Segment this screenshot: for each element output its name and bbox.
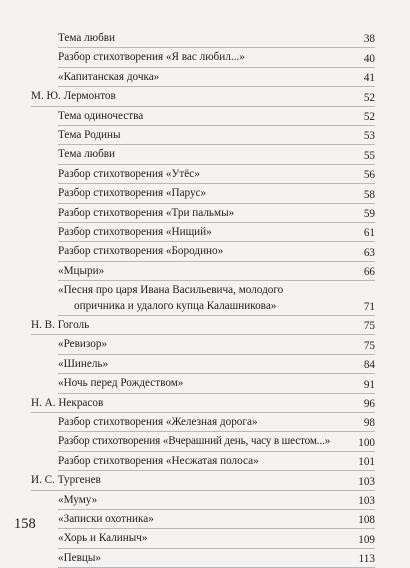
toc-entry[interactable] (58, 165, 375, 184)
toc-entry-title: «Записки охотника» (58, 512, 154, 525)
toc-entry-title: Разбор стихотворения «Железная дорога» (58, 416, 258, 429)
toc-entry[interactable] (58, 355, 375, 374)
toc-entry-page: 84 (363, 359, 375, 372)
toc-entry-title: Разбор стихотворения «Я вас любил...» (58, 51, 245, 64)
toc-entry-page: 108 (358, 514, 375, 527)
toc-entry-title: Разбор стихотворения «Бородино» (58, 245, 224, 258)
toc-entry[interactable] (58, 262, 375, 281)
toc-entry-title: «Мцыри» (58, 264, 105, 277)
toc-entry-page: 96 (363, 398, 375, 411)
toc-entry-page: 113 (358, 553, 375, 566)
table-of-contents (31, 29, 375, 568)
toc-entry-title: Разбор стихотворения «Несжатая полоса» (58, 454, 259, 467)
toc-entry-page: 98 (363, 417, 375, 430)
toc-author-name: М. Ю. Лермонтов (31, 90, 116, 103)
toc-entry-title: «Ревизор» (58, 338, 108, 351)
toc-author-name: Н. В. Гоголь (31, 319, 90, 332)
toc-entry-title: Разбор стихотворения «Три пальмы» (58, 206, 235, 219)
toc-entry[interactable] (58, 242, 375, 261)
toc-entry[interactable] (58, 413, 375, 432)
toc-entry-title: Тема любви (58, 148, 116, 161)
toc-entry-title: Тема одиночества (58, 109, 144, 122)
toc-entry-title: Тема любви (58, 32, 116, 44)
toc-entry[interactable] (58, 335, 375, 354)
toc-entry-page: 41 (363, 72, 375, 85)
toc-entry-title-line1: «Песня про царя Ивана Васильевича, молодого (58, 284, 284, 297)
toc-entry[interactable] (58, 491, 375, 510)
toc-author-entry[interactable] (31, 316, 375, 335)
toc-entry[interactable] (58, 510, 375, 529)
toc-entry-title: «Хорь и Калиныч» (58, 532, 148, 545)
toc-entry[interactable] (58, 549, 375, 568)
toc-entry-page: 40 (363, 52, 375, 65)
toc-entry-page: 91 (363, 378, 375, 391)
toc-entry-page: 52 (363, 110, 375, 123)
toc-entry[interactable] (58, 374, 375, 393)
toc-entry-page: 61 (363, 227, 375, 240)
toc-entry-page: 103 (358, 475, 375, 488)
toc-author-entry[interactable] (31, 471, 375, 490)
toc-entry-title: Разбор стихотворения «Вчерашний день, часу в шестом...» (58, 435, 331, 448)
toc-entry-title: Разбор стихотворения «Утёс» (58, 167, 200, 180)
toc-entry-title (58, 283, 348, 314)
toc-entry-title: «Капитанская дочка» (58, 70, 160, 83)
toc-entry-page: 58 (363, 188, 375, 201)
toc-author-name: Н. А. Некрасов (31, 396, 104, 409)
toc-entry[interactable] (58, 281, 375, 316)
toc-entry[interactable] (58, 68, 375, 87)
toc-entry[interactable] (58, 107, 375, 126)
toc-entry-title: «Шинель» (58, 357, 109, 370)
toc-entry-page: 66 (363, 266, 375, 279)
toc-entry-page: 75 (363, 339, 375, 352)
toc-entry[interactable] (58, 204, 375, 223)
toc-entry-page: 101 (358, 456, 375, 469)
toc-entry-page: 63 (363, 246, 375, 259)
toc-author-name: И. С. Тургенев (31, 474, 101, 487)
toc-entry[interactable] (58, 184, 375, 203)
toc-entry-page: 56 (363, 169, 375, 182)
toc-author-entry[interactable] (31, 394, 375, 413)
toc-entry[interactable] (58, 145, 375, 164)
toc-entry-title: Разбор стихотворения «Парус» (58, 187, 207, 200)
toc-entry-page: 71 (363, 301, 375, 314)
toc-entry-page: 59 (363, 207, 375, 220)
toc-entry-page: 52 (363, 91, 375, 104)
toc-entry[interactable] (58, 29, 375, 48)
toc-entry-title: «Ночь перед Рождеством» (58, 377, 184, 390)
toc-entry-page: 109 (358, 533, 375, 546)
toc-entry-title: «Муму» (58, 493, 98, 506)
toc-entry-title: «Певцы» (58, 551, 102, 564)
toc-entry-title: Тема Родины (58, 128, 121, 141)
toc-entry[interactable] (58, 432, 375, 451)
toc-entry[interactable] (58, 48, 375, 67)
toc-entry-page: 103 (358, 494, 375, 507)
toc-entry-page: 55 (363, 149, 375, 162)
toc-entry[interactable] (58, 223, 375, 242)
toc-entry-page: 100 (358, 436, 375, 449)
toc-entry-title: Разбор стихотворения «Нищий» (58, 225, 212, 238)
toc-entry-title-line2: опричника и удалого купца Калашникова» (74, 299, 277, 312)
toc-author-entry[interactable] (31, 87, 375, 106)
toc-entry[interactable] (58, 452, 375, 471)
page-number: 158 (14, 516, 36, 532)
toc-entry-page: 53 (363, 130, 375, 143)
toc-entry[interactable] (58, 126, 375, 145)
toc-entry-page: 75 (363, 320, 375, 333)
toc-entry-page: 38 (363, 33, 375, 46)
toc-entry[interactable] (58, 529, 375, 548)
